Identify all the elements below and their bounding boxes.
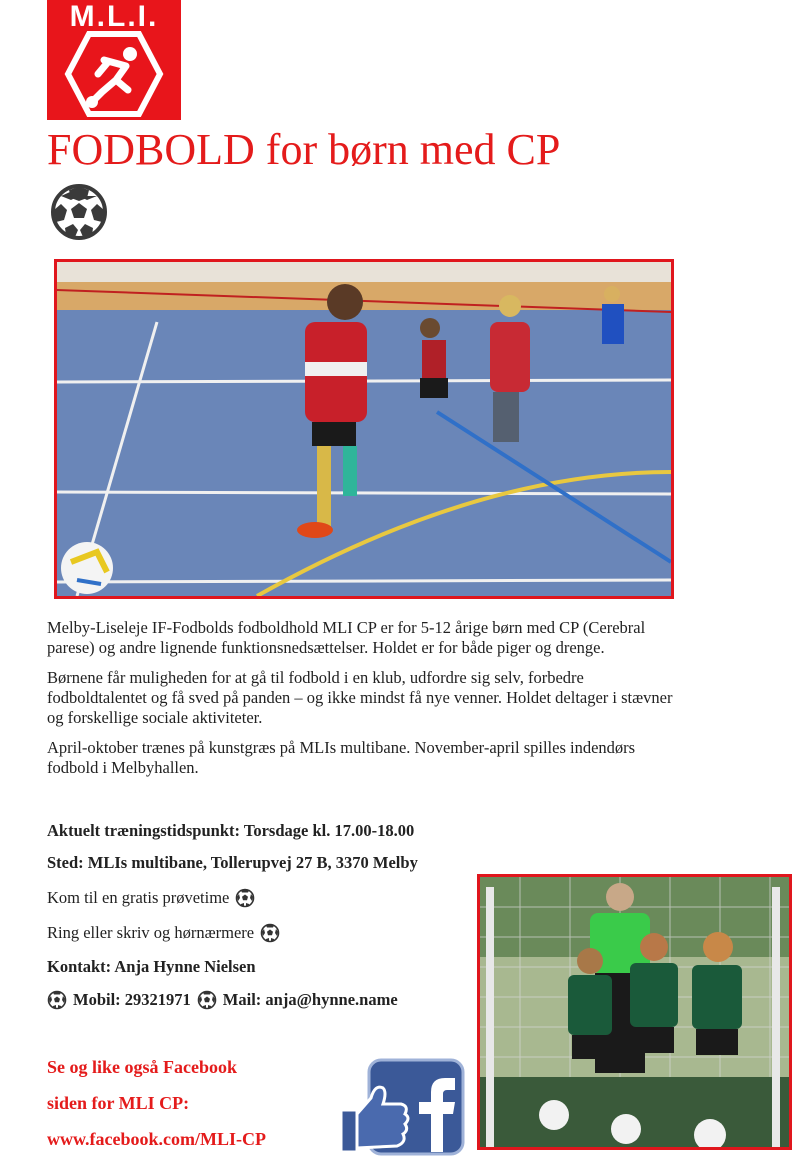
- facebook-promo-line1: Se og like også Facebook: [47, 1057, 238, 1077]
- benefits-paragraph: Børnene får muligheden for at gå til fodbold i en klub, udfordre sig selv, forbedre fodboldtalentet og få sved på panden – og ikke mindst få nye venner. Holdet deltager i stævner og forskellige sociale aktiviteter.: [47, 668, 673, 727]
- logo-text: M.L.I.: [69, 0, 159, 33]
- facebook-like-icon[interactable]: [335, 1058, 467, 1158]
- description: [47, 618, 687, 788]
- football-icon: [51, 184, 107, 240]
- football-icon: [197, 990, 217, 1010]
- football-icon: [235, 888, 255, 908]
- trial-line: Kom til en gratis prøvetime: [47, 887, 255, 909]
- mobile-number[interactable]: Mobil: 29321971: [73, 990, 191, 1009]
- facebook-promo-line2: siden for MLI CP:: [47, 1093, 190, 1113]
- facebook-link[interactable]: www.facebook.com/MLI-CP: [47, 1129, 266, 1149]
- contact-more-line: Ring eller skriv og hørnærmere: [47, 922, 280, 944]
- training-place: Sted: MLIs multibane, Tollerupvej 27 B, 3370 Melby: [47, 853, 418, 872]
- contact-details: [47, 989, 398, 1011]
- football-icon: [260, 923, 280, 943]
- team-photo: [477, 874, 792, 1150]
- intro-paragraph: Melby-Liseleje IF-Fodbolds fodboldhold MLI CP er for 5-12 årige børn med CP (Cerebral parese) og andre lignende funktionsnedsættelser. Holdet er for både piger og drenge.: [47, 618, 646, 657]
- football-icon: [47, 990, 67, 1010]
- training-time: Aktuelt træningstidspunkt: Torsdage kl. 17.00-18.00: [47, 821, 415, 840]
- contact-person: Kontakt: Anja Hynne Nielsen: [47, 957, 256, 976]
- mail-address[interactable]: Mail: anja@hynne.name: [222, 990, 398, 1009]
- season-paragraph: April-oktober trænes på kunstgræs på MLIs multibane. November-april spilles indendørs fodbold i Melbyhallen.: [47, 738, 636, 777]
- mli-logo: [47, 0, 181, 120]
- indoor-football-photo: [54, 259, 674, 599]
- page-title: FODBOLD for børn med CP: [47, 125, 561, 174]
- soccer-player-icon: [64, 30, 164, 118]
